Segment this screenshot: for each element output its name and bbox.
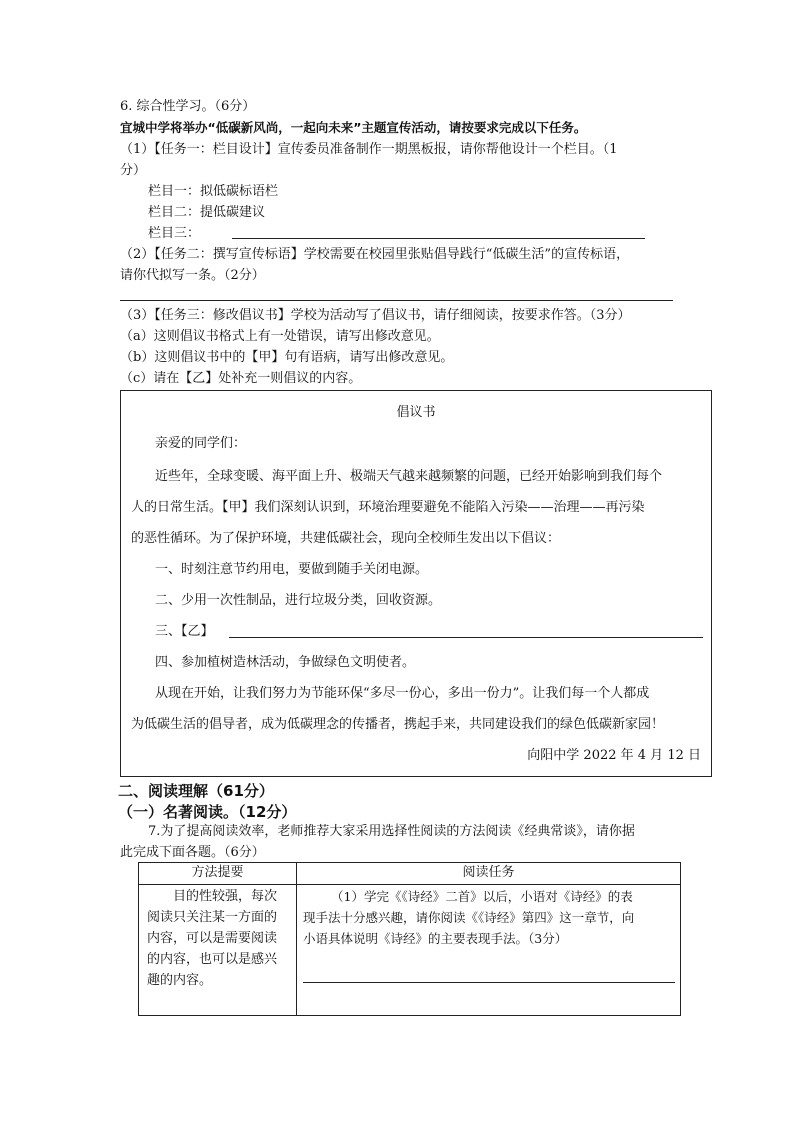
q6-task2-line1: （2）【任务二：撰写宣传标语】学校需要在校园里张贴倡导践行“低碳生活”的宣传标语， xyxy=(120,247,630,262)
proposal-para1-line1: 近些年，全球变暖、海平面上升、极端天气越来越频繁的问题，已经开始影响到我们每个 xyxy=(155,469,663,484)
section-2-heading: 二、阅读理解（61分） xyxy=(118,782,274,800)
proposal-item-4: 四、参加植树造林活动，争做绿色文明使者。 xyxy=(155,655,416,670)
q7-line1: 7.为了提高阅读效率，老师推荐大家采用选择性阅读的方法阅读《经典常谈》，请你据 xyxy=(148,824,635,839)
method-line: 内容，可以是需要阅读 xyxy=(147,931,278,946)
q6-task3-a: （a）这则倡议书格式上有一处错误，请写出修改意见。 xyxy=(120,329,440,344)
slogan-answer-line[interactable] xyxy=(120,300,673,301)
method-line: 的内容，也可以是感兴 xyxy=(147,952,278,967)
task-line: （1）学完《《诗经》二首》以后，小语对《诗经》的表 xyxy=(331,889,633,904)
table-header-divider xyxy=(139,884,680,885)
method-line: 阅读只关注某一方面的 xyxy=(147,910,278,925)
q6-task2-line2: 请你代拟写一条。（2分） xyxy=(120,268,265,283)
task-line: 小语具体说明《诗经》的主要表现手法。（3分） xyxy=(303,931,568,946)
method-table xyxy=(138,862,681,1016)
q6-task3-b: （b）这则倡议书中的【甲】句有语病，请写出修改意见。 xyxy=(120,350,454,365)
proposal-para2-line1: 从现在开始，让我们努力为节能环保“多尽一份心，多出一份力”。让我们每一个人都成 xyxy=(155,686,650,701)
q6-task1-line2: 分） xyxy=(120,163,147,178)
column-3-label xyxy=(148,224,200,244)
proposal-item-1: 一、时刻注意节约用电，要做到随手关闭电源。 xyxy=(155,562,429,577)
task-line: 现手法十分感兴趣，请你阅读《《诗经》第四》这一章节，向 xyxy=(303,910,635,925)
method-line: 目的性较强，每次 xyxy=(173,889,278,904)
q7-line2: 此完成下面各题。（6分） xyxy=(120,845,265,860)
q6-title: 6. 综合性学习。（6分） xyxy=(120,99,256,114)
column-1: 栏目一：拟低碳标语栏 xyxy=(148,184,279,199)
q6-task1-line1: （1）【任务一：栏目设计】宣传委员准备制作一期黑板报，请你帮他设计一个栏目。（1 xyxy=(120,142,618,157)
method-line: 趣的内容。 xyxy=(147,973,213,988)
table-header-task: 阅读任务 xyxy=(462,865,515,880)
proposal-para2-line2: 为低碳生活的倡导者，成为低碳理念的传播者，携起手来，共同建设我们的绿色低碳新家园！ xyxy=(131,717,665,732)
column-3-text: 栏目三： xyxy=(148,226,201,241)
section-2-sub-heading: （一）名著阅读。（12分） xyxy=(118,803,297,821)
proposal-signature: 向阳中学 2022 年 4 月 12 日 xyxy=(527,748,701,763)
q6-task3-c: （c）请在【乙】处补充一则倡议的内容。 xyxy=(120,371,362,386)
q6-task3: （3）【任务三：修改倡议书】学校为活动写了倡议书，请仔细阅读，按要求作答。（3分） xyxy=(120,308,631,323)
table-column-divider xyxy=(296,863,297,1015)
proposal-title: 倡议书 xyxy=(396,405,436,420)
column-3-answer-line[interactable] xyxy=(232,238,645,239)
proposal-item-3: 三、【乙】 xyxy=(155,624,214,639)
table-header-method: 方法提要 xyxy=(191,865,244,880)
item-3-answer-line[interactable] xyxy=(229,637,703,638)
column-2: 栏目二：提低碳建议 xyxy=(148,205,266,220)
proposal-para1-line3: 的恶性循环。为了保护环境，共建低碳社会，现向全校师生发出以下倡议： xyxy=(131,531,561,546)
q6-intro: 宜城中学将举办“低碳新风尚，一起向未来”主题宣传活动，请按要求完成以下任务。 xyxy=(120,120,587,135)
proposal-box xyxy=(120,390,712,777)
proposal-item-2: 二、少用一次性制品，进行垃圾分类，回收资源。 xyxy=(155,593,442,608)
proposal-para1-line2: 人的日常生活。【甲】我们深刻认识到，环境治理要避免不能陷入污染——治理——再污染 xyxy=(131,500,645,515)
proposal-greeting: 亲爱的同学们： xyxy=(155,436,247,451)
task-answer-line[interactable] xyxy=(303,982,675,983)
